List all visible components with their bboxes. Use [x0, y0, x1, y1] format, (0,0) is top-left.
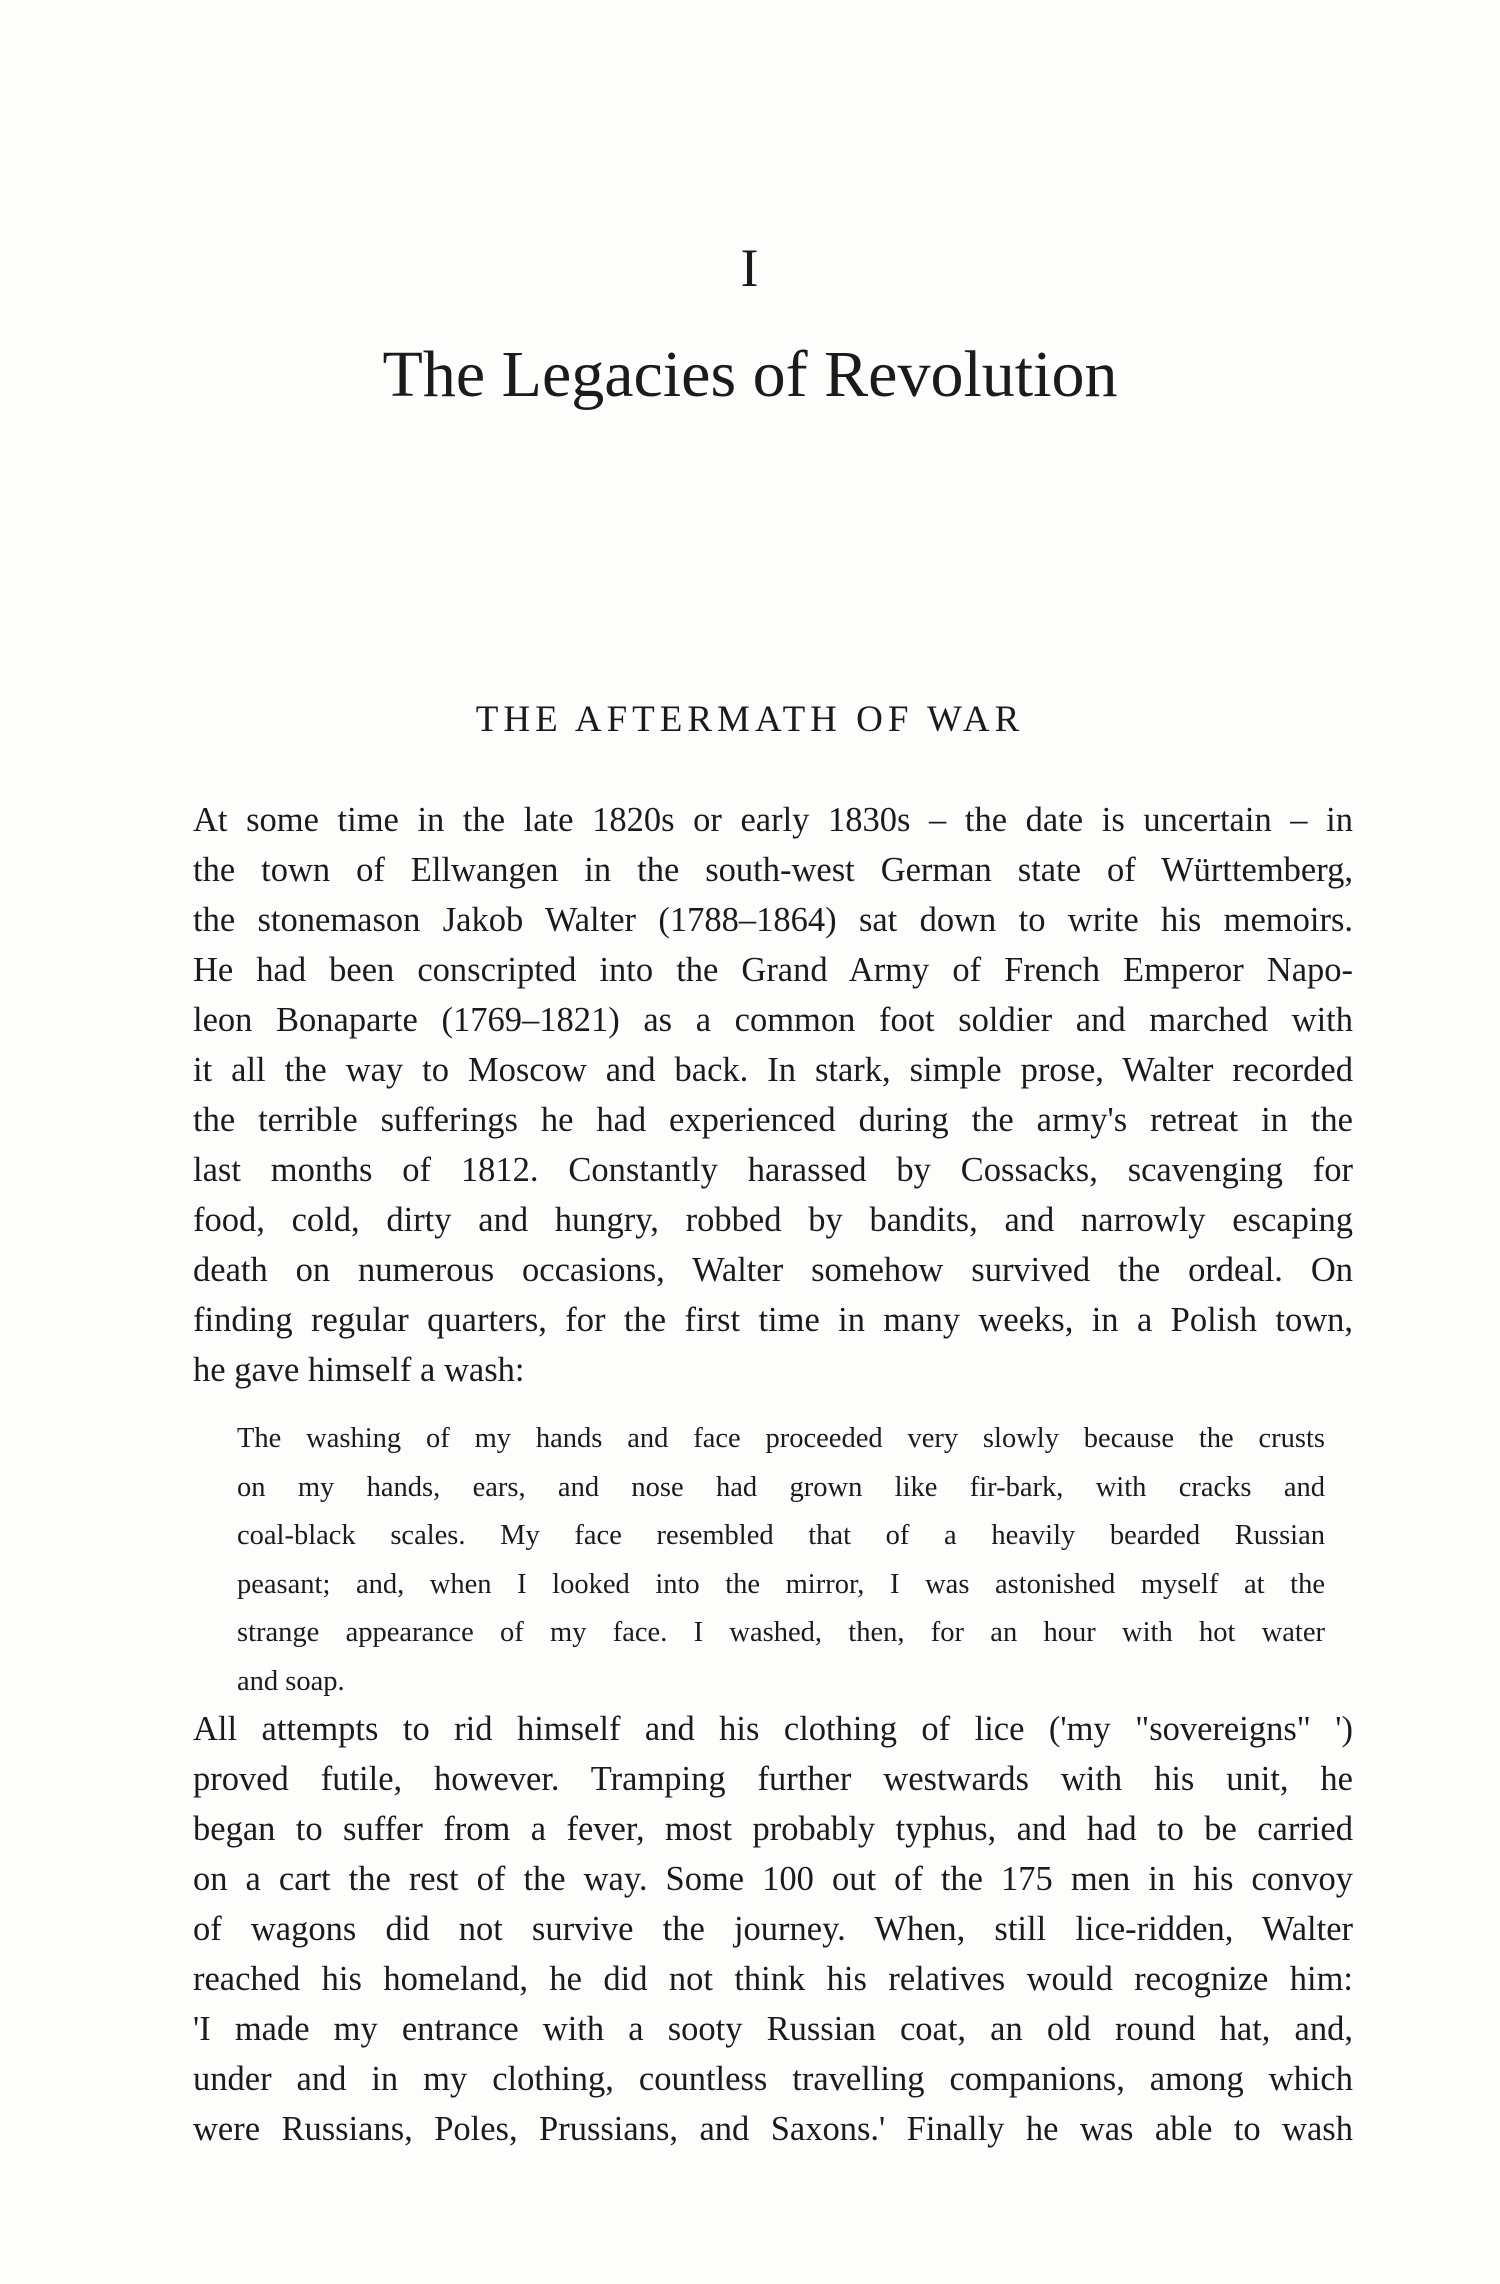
text-line: of wagons did not survive the journey. When, still lice-ridden, Walter: [193, 1910, 1353, 1948]
text-line: began to suffer from a fever, most probably typhus, and had to be carried: [193, 1810, 1353, 1848]
text-line: on a cart the rest of the way. Some 100 out of the 175 men in his convoy: [193, 1860, 1353, 1898]
chapter-title: The Legacies of Revolution: [382, 338, 1118, 411]
text-line: finding regular quarters, for the first time in many weeks, in a Polish town,: [193, 1301, 1353, 1339]
text-line: it all the way to Moscow and back. In stark, simple prose, Walter recorded: [193, 1051, 1353, 1089]
quote-line: strange appearance of my face. I washed, then, for an hour with hot water: [237, 1617, 1325, 1648]
quote-line: and soap.: [237, 1665, 345, 1697]
quote-line: on my hands, ears, and nose had grown like fir-bark, with cracks and: [237, 1471, 1325, 1503]
text-line: were Russians, Poles, Prussians, and Saxons.' Finally he was able to wash: [193, 2110, 1353, 2148]
quote-line: The washing of my hands and face proceeded very slowly because the crusts: [237, 1423, 1325, 1454]
text-line: food, cold, dirty and hungry, robbed by bandits, and narrowly escaping: [193, 1201, 1353, 1239]
text-line: the stonemason Jakob Walter (1788–1864) sat down to write his memoirs.: [193, 901, 1353, 939]
body-paragraph: [193, 1704, 1353, 2154]
text-line: proved futile, however. Tramping further westwards with his unit, he: [193, 1760, 1353, 1798]
text-line: leon Bonaparte (1769–1821) as a common foot soldier and marched with: [193, 1001, 1353, 1039]
section-heading: THE AFTERMATH OF WAR: [475, 699, 1025, 740]
quote-line: coal-black scales. My face resembled that of a heavily bearded Russian: [237, 1520, 1325, 1551]
text-line: All attempts to rid himself and his clothing of lice ('my "sovereigns" '): [193, 1710, 1353, 1748]
text-line: 'I made my entrance with a sooty Russian coat, an old round hat, and,: [193, 2010, 1353, 2048]
text-line: under and in my clothing, countless travelling companions, among which: [193, 2060, 1353, 2098]
text-line: At some time in the late 1820s or early 1830s – the date is uncertain – in: [193, 801, 1353, 839]
text-line: death on numerous occasions, Walter somehow survived the ordeal. On: [193, 1251, 1353, 1289]
text-line: reached his homeland, he did not think his relatives would recognize him:: [193, 1960, 1353, 1998]
text-line: the terrible sufferings he had experienced during the army's retreat in the: [193, 1101, 1353, 1139]
quote-line: peasant; and, when I looked into the mirror, I was astonished myself at the: [237, 1568, 1325, 1600]
text-line: He had been conscripted into the Grand Army of French Emperor Napo-: [193, 951, 1353, 989]
text-line: he gave himself a wash:: [193, 1351, 525, 1389]
text-line: last months of 1812. Constantly harassed by Cossacks, scavenging for: [193, 1151, 1353, 1189]
chapter-number: I: [740, 238, 760, 298]
block-quote: [237, 1415, 1325, 1706]
body-paragraph: [193, 795, 1353, 1395]
text-line: the town of Ellwangen in the south-west German state of Württemberg,: [193, 851, 1353, 889]
